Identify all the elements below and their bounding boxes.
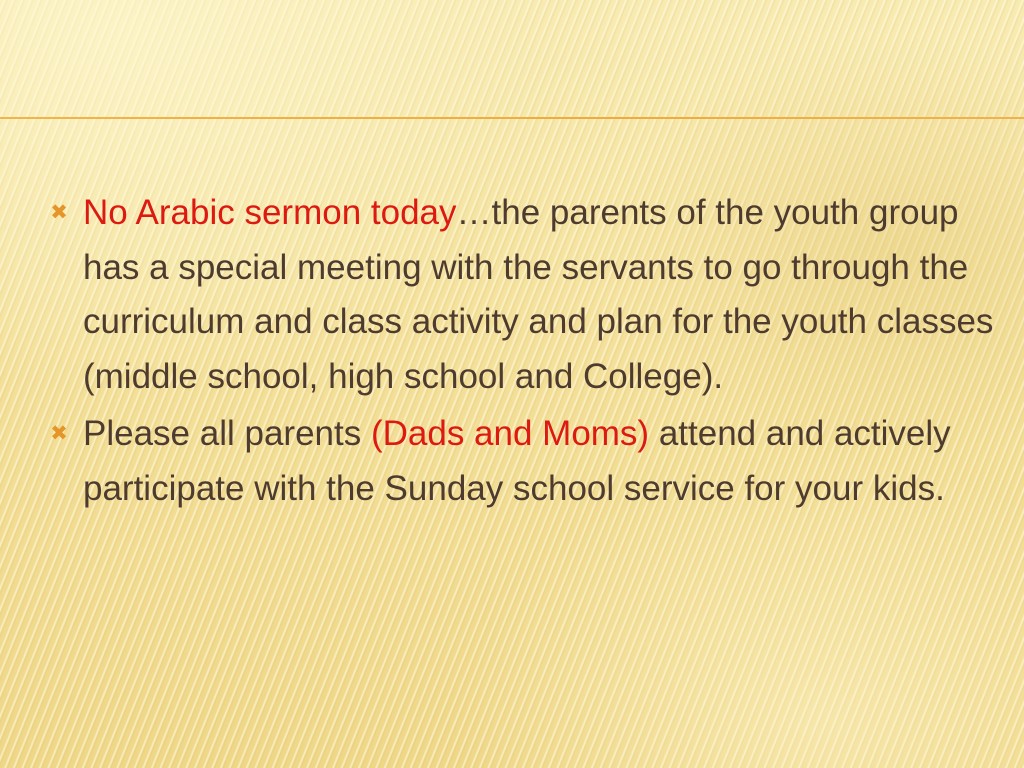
x-mark-icon: ✖	[50, 422, 68, 445]
bullet-item-arabic-sermon	[48, 186, 1018, 404]
bullet-item-parents-attend	[48, 407, 1018, 516]
bullet-text-please-parents: Please all parents	[83, 414, 371, 453]
bullet-text-attend-participate: attend and actively participate with the Sunday school service for your kids.	[83, 414, 951, 508]
x-mark-icon: ✖	[50, 201, 68, 224]
highlight-no-arabic-sermon: No Arabic sermon today	[83, 193, 457, 232]
highlight-dads-and-moms: (Dads and Moms)	[370, 414, 650, 453]
bullet-list	[48, 186, 1018, 519]
bullet-text-youth-meeting: …the parents of the youth group has a special meeting with the servants to go through the curriculum and class activity and plan for the youth classes (middle school, high school and College).	[83, 193, 994, 396]
title-divider-line	[0, 117, 1024, 119]
